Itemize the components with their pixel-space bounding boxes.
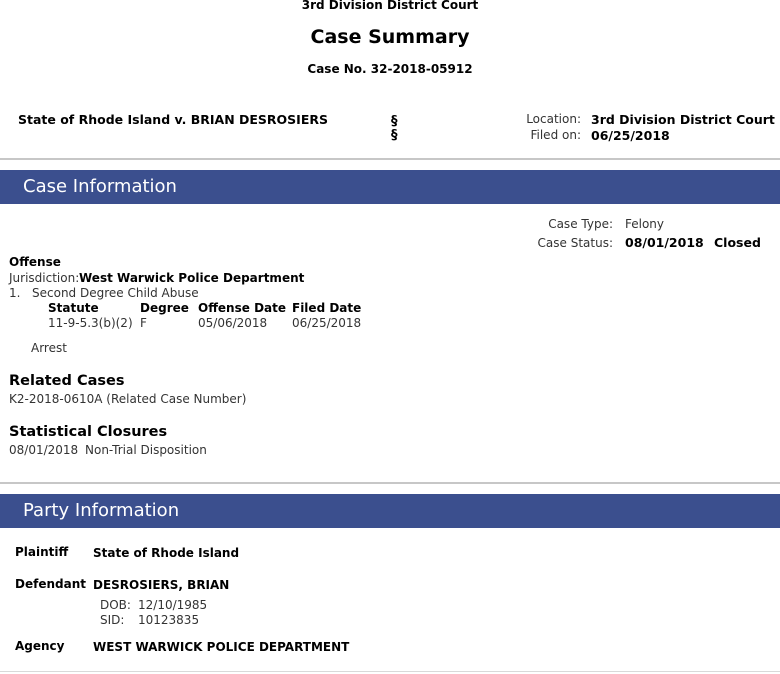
sid-value: 10123835 [138, 613, 200, 627]
filed-date-cell: 06/25/2018 [292, 316, 362, 330]
defendant-label: Defendant [15, 577, 86, 591]
closure-description: Non-Trial Disposition [85, 443, 207, 457]
dob-value: 12/10/1985 [138, 598, 208, 612]
divider [0, 482, 780, 484]
statistical-closures-heading: Statistical Closures [9, 424, 168, 440]
case-status-date: 08/01/2018 [625, 235, 704, 250]
related-case-entry: K2-2018-0610A (Related Case Number) [9, 392, 247, 406]
section-heading: Party Information [23, 500, 180, 521]
divider [0, 671, 780, 672]
offense-date-cell: 05/06/2018 [198, 316, 268, 330]
agency-label: Agency [15, 639, 65, 653]
jurisdiction-value: West Warwick Police Department [79, 271, 305, 285]
case-number: Case No. 32-2018-05912 [307, 62, 473, 76]
column-header-degree: Degree [140, 301, 189, 315]
case-type-label: Case Type: [548, 217, 613, 231]
case-status-label: Case Status: [537, 236, 613, 250]
filed-on-label: Filed on: [530, 128, 581, 142]
case-status-value: Closed [714, 235, 761, 250]
section-heading: Case Information [23, 176, 177, 197]
filed-on-value: 06/25/2018 [591, 128, 670, 143]
offense-description: Second Degree Child Abuse [32, 286, 199, 300]
court-name: 3rd Division District Court [301, 0, 479, 12]
closure-date: 08/01/2018 [9, 443, 79, 457]
degree-cell: F [140, 316, 147, 330]
case-style: State of Rhode Island v. BRIAN DESROSIERS [18, 112, 329, 127]
sid-label: SID: [100, 613, 125, 627]
case-type-value: Felony [625, 217, 665, 231]
location-label: Location: [526, 112, 581, 126]
column-header-statute: Statute [48, 301, 99, 315]
offense-heading: Offense [9, 255, 61, 269]
section-mark: § [391, 128, 398, 143]
column-header-offense-date: Offense Date [198, 301, 286, 315]
case-information-header [0, 170, 780, 204]
offense-item-number: 1. [9, 286, 21, 300]
party-information-header [0, 494, 780, 528]
dob-label: DOB: [100, 598, 131, 612]
section-mark: § [391, 114, 398, 129]
plaintiff-value: State of Rhode Island [93, 546, 240, 560]
jurisdiction-label: Jurisdiction: [9, 271, 80, 285]
page-title: Case Summary [310, 26, 470, 48]
agency-value: WEST WARWICK POLICE DEPARTMENT [93, 640, 350, 654]
column-header-filed-date: Filed Date [292, 301, 362, 315]
location-value: 3rd Division District Court [591, 112, 775, 127]
plaintiff-label: Plaintiff [15, 545, 69, 559]
arrest-label: Arrest [31, 341, 67, 355]
divider [0, 158, 780, 160]
defendant-value: DESROSIERS, BRIAN [93, 578, 230, 592]
statute-cell: 11-9-5.3(b)(2) [48, 316, 133, 330]
related-cases-heading: Related Cases [9, 373, 125, 389]
